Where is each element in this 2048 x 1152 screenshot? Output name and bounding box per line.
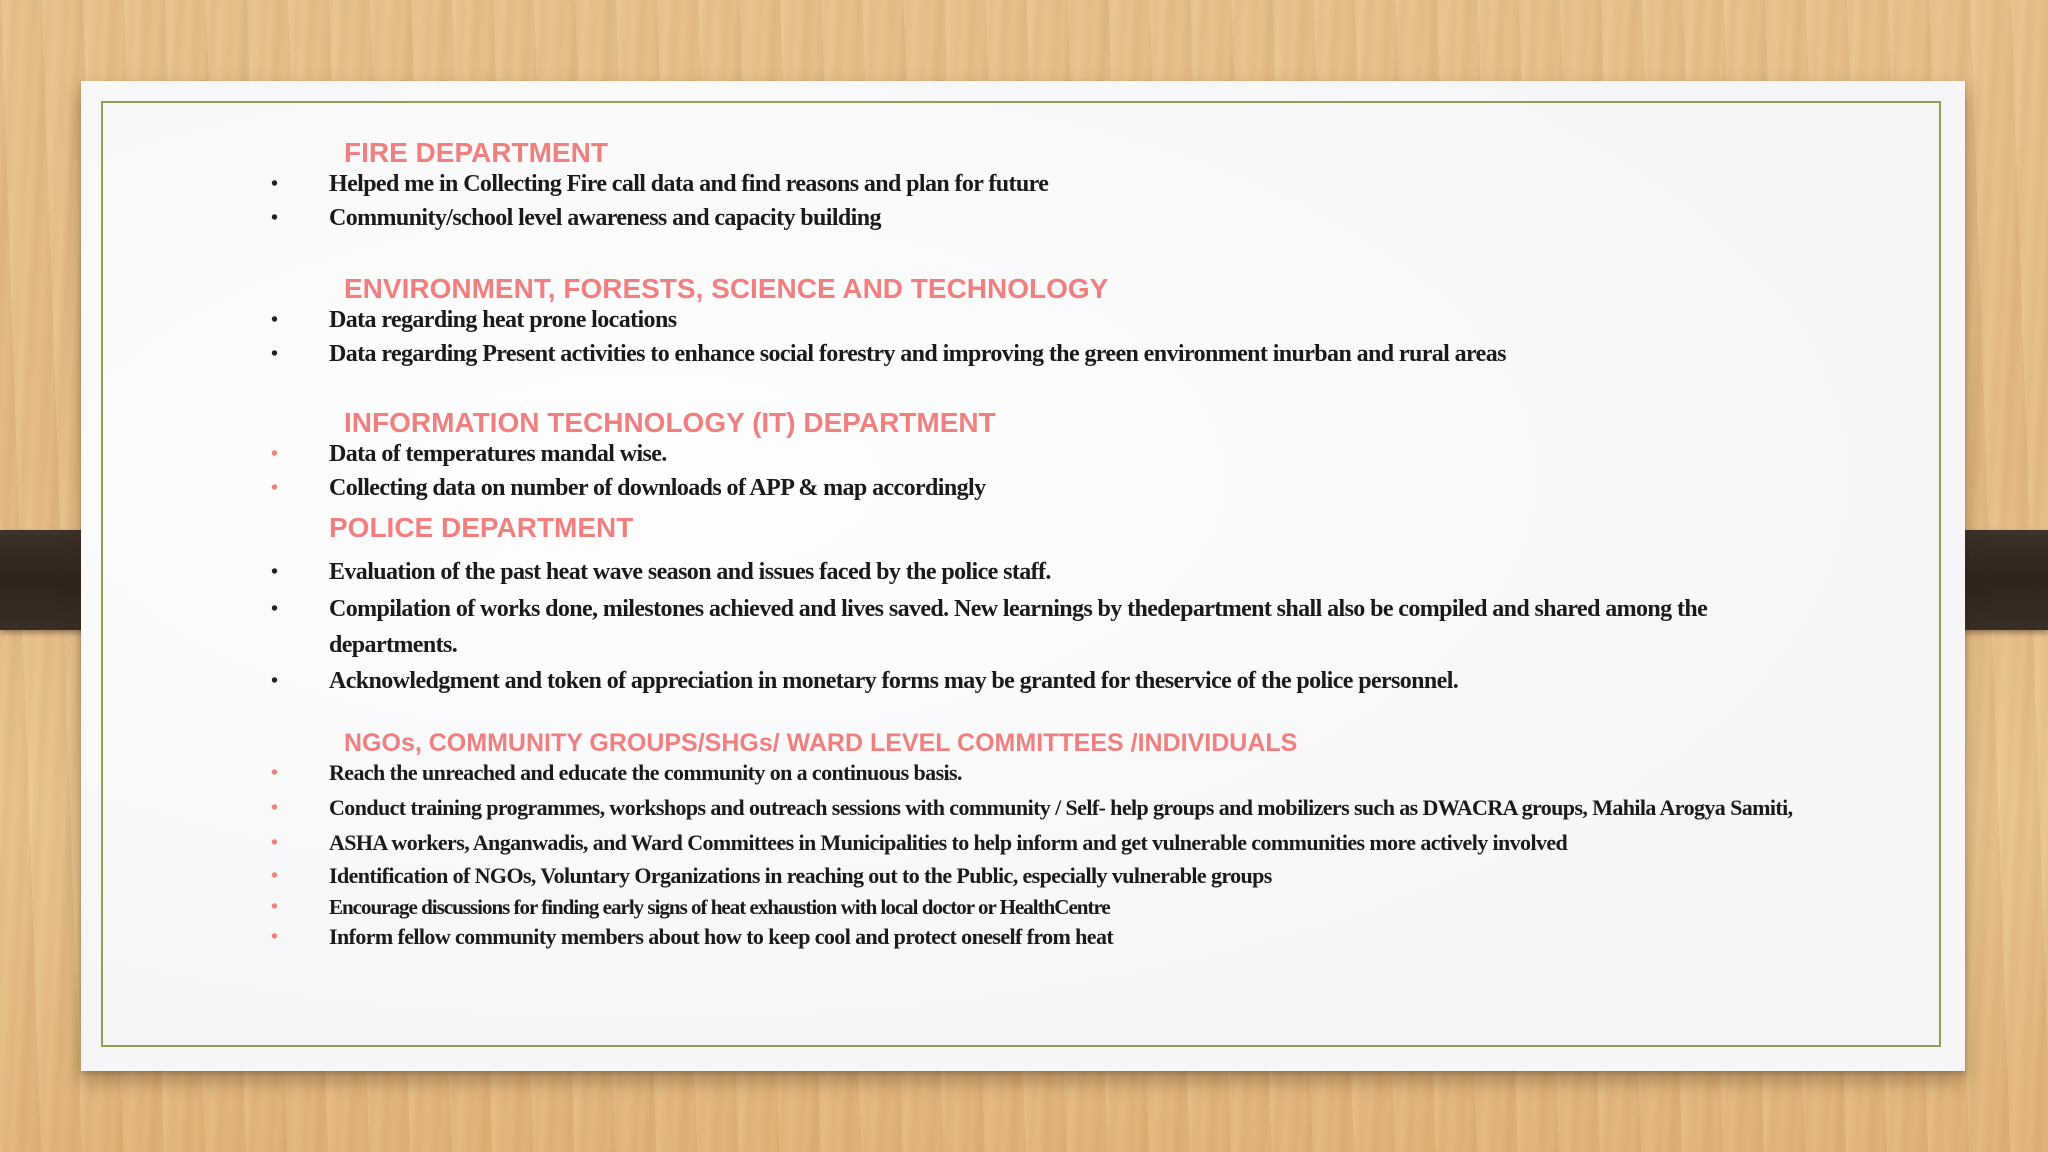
list-item: • ASHA workers, Anganwadis, and Ward Committees in Municipalities to help inform and get vulnerable communities more actively involved: [329, 826, 1792, 860]
list-item: • Community/school level awareness and capacity building: [329, 201, 1048, 235]
bullet-dot-icon: •: [271, 926, 278, 948]
bullet-dot-icon: •: [271, 477, 278, 499]
heading-environment-forests: ENVIRONMENT, FORESTS, SCIENCE AND TECHNOLOGY: [344, 273, 1109, 304]
list-item: • Collecting data on number of downloads of APP & map accordingly: [329, 471, 985, 505]
bullet-dot-icon: •: [271, 896, 278, 918]
bullet-dot-icon: •: [271, 797, 278, 819]
list-item: • Evaluation of the past heat wave season and issues faced by the police staff.: [329, 553, 1707, 591]
heading-it-department: INFORMATION TECHNOLOGY (IT) DEPARTMENT: [344, 407, 996, 438]
bullet-dot-icon: •: [271, 561, 278, 583]
list-environment-forests: [81, 303, 1506, 371]
bullet-dot-icon: •: [271, 443, 278, 465]
bullet-dot-icon: •: [271, 173, 278, 195]
list-item: • Data of temperatures mandal wise.: [329, 437, 985, 471]
bullet-dot-icon: •: [271, 762, 278, 784]
bullet-dot-icon: •: [271, 670, 278, 692]
list-item: • Data regarding heat prone locations: [329, 303, 1506, 337]
list-item: • Encourage discussions for finding early signs of heat exhaustion with local doctor or HealthCentre: [329, 892, 1792, 922]
bullet-dot-icon: •: [271, 865, 278, 887]
heading-ngos-community-groups: NGOs, COMMUNITY GROUPS/SHGs/ WARD LEVEL COMMITTEES /INDIVIDUALS: [344, 729, 1298, 757]
bullet-dot-icon: •: [271, 207, 278, 229]
list-item: • Identification of NGOs, Voluntary Organizations in reaching out to the Public, especially vulnerable groups: [329, 860, 1792, 892]
heading-police-department: POLICE DEPARTMENT: [329, 512, 634, 543]
list-item: • Compilation of works done, milestones achieved and lives saved. New learnings by thedepartment shall also be compiled and shared among the: [329, 591, 1707, 627]
list-fire-department: [81, 167, 1049, 235]
list-police-department: [81, 553, 1708, 699]
bullet-dot-icon: •: [271, 309, 278, 331]
list-it-department: [81, 437, 986, 505]
list-item: • Helped me in Collecting Fire call data and find reasons and plan for future: [329, 167, 1048, 201]
list-item: • Inform fellow community members about how to keep cool and protect oneself from heat: [329, 922, 1792, 952]
bullet-dot-icon: •: [271, 598, 278, 620]
list-item: • Acknowledgment and token of appreciation in monetary forms may be granted for theservice of the police personnel.: [329, 663, 1707, 699]
heading-fire-department: FIRE DEPARTMENT: [344, 137, 608, 168]
list-item: • Reach the unreached and educate the community on a continuous basis.: [329, 756, 1792, 790]
list-item: • Conduct training programmes, workshops and outreach sessions with community / Self- help groups and mobilizers such as DWACRA groups, Mahila Arogya Samiti,: [329, 790, 1792, 826]
list-ngos-community-groups: [81, 756, 1793, 952]
slide-paper: [81, 81, 1965, 1071]
list-item-continuation: departments.: [329, 632, 458, 658]
bullet-dot-icon: •: [271, 343, 278, 365]
bullet-dot-icon: •: [271, 832, 278, 854]
list-item: • Data regarding Present activities to enhance social forestry and improving the green environment inurban and rural areas: [329, 337, 1506, 371]
